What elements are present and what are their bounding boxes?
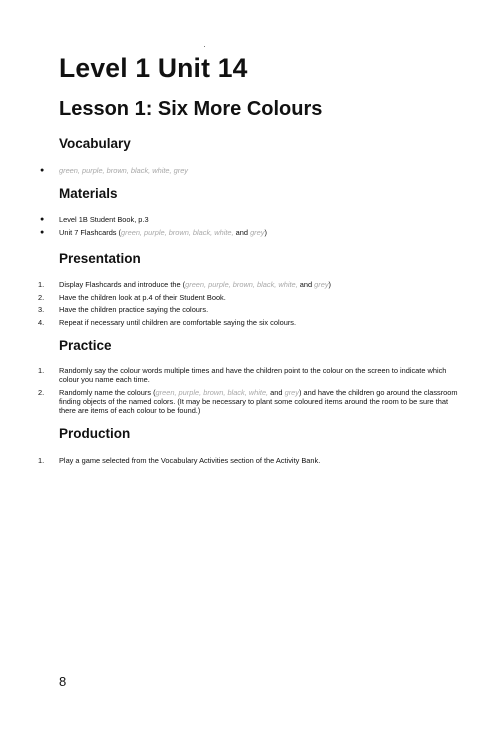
- unit-title: Level 1 Unit 14: [59, 53, 248, 83]
- bullet-icon: ●: [40, 216, 45, 223]
- colour-word-grey: grey: [250, 227, 265, 237]
- page-number: 8: [59, 674, 67, 689]
- list-item: [0, 366, 500, 384]
- list-item: [0, 215, 500, 224]
- presentation-item-prefix: Display Flashcards and introduce the (: [59, 280, 186, 289]
- bullet-icon: ●: [40, 228, 45, 236]
- practice-heading: Practice: [59, 338, 112, 353]
- materials-item-suffix: ): [264, 227, 267, 237]
- list-item: [0, 305, 500, 314]
- colour-words: green, purple, brown, black, white,: [185, 280, 298, 289]
- list-item: [0, 293, 500, 302]
- list-number: 4.: [38, 317, 45, 327]
- materials-item-prefix: Unit 7 Flashcards (: [59, 227, 122, 237]
- practice-list: [0, 366, 500, 419]
- materials-heading: Materials: [59, 186, 118, 201]
- vocabulary-words: green, purple, brown, black, white, grey: [59, 166, 188, 175]
- and-text: and: [233, 227, 251, 237]
- list-item: [0, 166, 500, 175]
- practice-item-suffix: ) and have the children go around the classroom finding objects of the named colors. (It may be necessary to plant some coloured items around the room to be sure that there are items of each colour to be found.): [59, 387, 458, 416]
- list-number: 1.: [38, 280, 45, 289]
- speck-mark: [204, 46, 205, 47]
- presentation-list: [0, 280, 500, 330]
- practice-item-text: Randomly say the colour words multiple times and have the children point to the colour on the screen to indicate which colour you name each time.: [59, 366, 447, 385]
- list-item: [0, 318, 500, 327]
- presentation-item-text: Have the children look at p.4 of their Student Book.: [59, 292, 226, 302]
- list-item: [0, 228, 500, 237]
- materials-item-text: Level 1B Student Book, p.3: [59, 215, 149, 224]
- colour-word-grey: grey: [284, 387, 299, 397]
- and-text: and: [297, 280, 315, 289]
- materials-list: [0, 215, 500, 240]
- list-item: [0, 456, 500, 465]
- list-number: 1.: [38, 366, 45, 375]
- production-item-text: Play a game selected from the Vocabulary Activities section of the Activity Bank.: [59, 456, 321, 465]
- colour-words: green, purple, brown, black, white,: [121, 227, 234, 237]
- colour-word-grey: grey: [314, 280, 329, 289]
- bullet-icon: ●: [40, 167, 45, 174]
- lesson-title: Lesson 1: Six More Colours: [59, 98, 323, 120]
- presentation-item-text: Have the children practice saying the colours.: [59, 305, 209, 315]
- presentation-item-suffix: ): [328, 280, 332, 289]
- production-heading: Production: [59, 426, 131, 441]
- and-text: and: [268, 387, 285, 397]
- list-item: [0, 388, 500, 416]
- vocabulary-list: [0, 166, 500, 179]
- list-item: [0, 280, 500, 289]
- presentation-item-text: Repeat if necessary until children are comfortable saying the six colours.: [59, 317, 297, 327]
- vocabulary-heading: Vocabulary: [59, 136, 131, 151]
- colour-words: green, purple, brown, black, white,: [155, 387, 269, 397]
- list-number: 2.: [38, 292, 45, 302]
- list-number: 2.: [38, 387, 45, 397]
- practice-item-prefix: Randomly name the colours (: [59, 387, 156, 397]
- list-number: 1.: [38, 456, 45, 465]
- production-list: [0, 456, 500, 469]
- presentation-heading: Presentation: [59, 251, 141, 266]
- list-number: 3.: [38, 305, 45, 315]
